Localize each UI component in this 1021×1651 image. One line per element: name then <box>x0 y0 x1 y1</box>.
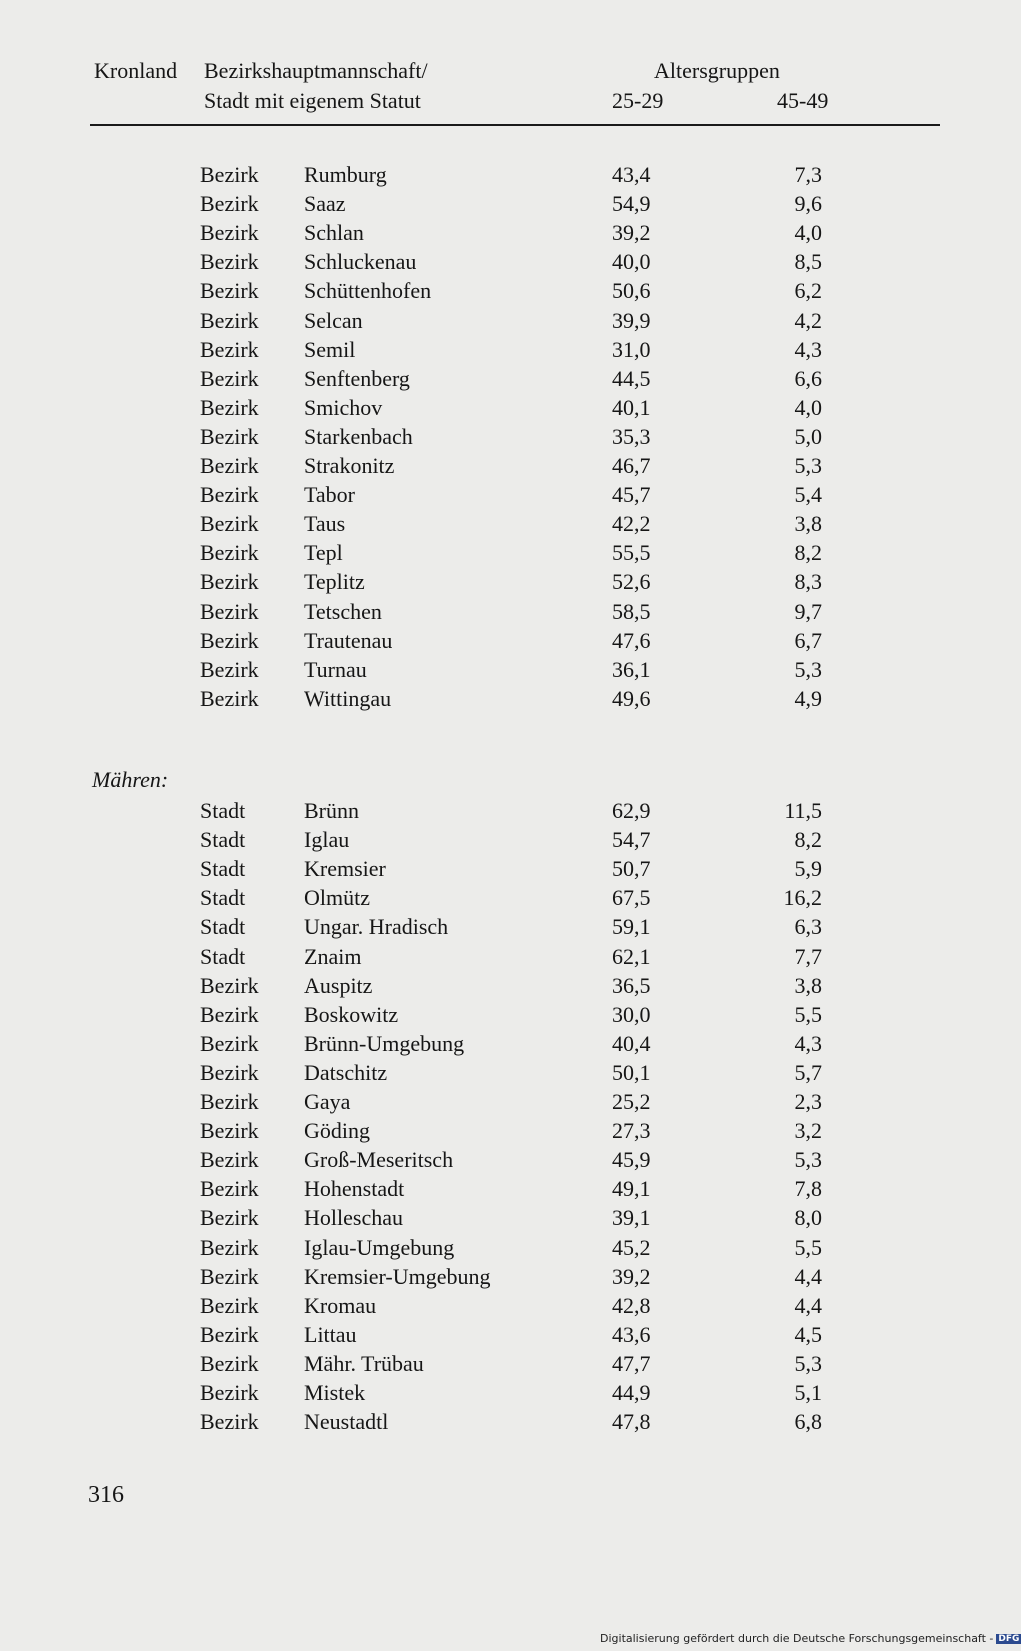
row-value-45-49: 5,5 <box>794 1234 822 1260</box>
table-row <box>0 1089 1000 1118</box>
row-type: Stadt <box>200 856 246 882</box>
table-row <box>0 366 1000 395</box>
row-value-45-49: 8,5 <box>794 249 822 275</box>
row-value-45-49: 5,3 <box>794 656 822 682</box>
row-district-name: Wittingau <box>304 685 392 711</box>
row-district-name: Göding <box>304 1118 370 1144</box>
row-type: Bezirk <box>200 1263 259 1289</box>
row-district-name: Schlan <box>304 220 364 246</box>
row-type: Bezirk <box>200 569 259 595</box>
table-row <box>0 395 1000 424</box>
row-value-25-29: 45,7 <box>612 482 651 508</box>
row-value-25-29: 50,7 <box>612 856 651 882</box>
row-type: Stadt <box>200 798 246 823</box>
row-type: Stadt <box>200 943 246 969</box>
row-value-25-29: 50,6 <box>612 278 651 304</box>
table-row <box>0 885 1000 914</box>
row-value-25-29: 52,6 <box>612 569 651 595</box>
column-header-bezirk-line2: Stadt mit eigenem Statut <box>204 88 421 113</box>
row-type: Bezirk <box>200 685 259 711</box>
table-row <box>0 482 1000 511</box>
column-header-kronland: Kronland <box>94 58 178 83</box>
row-value-25-29: 39,9 <box>612 307 651 333</box>
row-value-25-29: 58,5 <box>612 598 651 624</box>
table-row <box>0 1293 1000 1322</box>
row-value-45-49: 4,0 <box>794 220 822 246</box>
row-district-name: Brünn <box>304 798 359 823</box>
row-value-25-29: 39,1 <box>612 1205 651 1231</box>
row-district-name: Saaz <box>304 191 346 217</box>
row-value-25-29: 50,1 <box>612 1059 651 1085</box>
row-value-45-49: 9,6 <box>794 191 822 217</box>
row-type: Bezirk <box>200 1118 259 1144</box>
row-value-25-29: 44,5 <box>612 365 651 391</box>
row-type: Bezirk <box>200 1380 259 1405</box>
table-row <box>0 686 1000 715</box>
row-district-name: Datschitz <box>304 1059 388 1085</box>
row-type: Bezirk <box>200 453 259 478</box>
row-district-name: Hohenstadt <box>304 1176 405 1202</box>
row-type: Bezirk <box>200 249 259 275</box>
row-value-45-49: 5,3 <box>794 1147 822 1173</box>
row-district-name: Turnau <box>304 656 367 682</box>
row-type: Bezirk <box>200 1205 259 1231</box>
row-district-name: Tetschen <box>304 598 382 624</box>
row-district-name: Smichov <box>304 394 383 420</box>
row-district-name: Kromau <box>304 1292 377 1318</box>
row-value-45-49: 6,7 <box>794 627 822 653</box>
table-row <box>0 1060 1000 1089</box>
row-value-45-49: 4,9 <box>794 685 822 711</box>
row-district-name: Boskowitz <box>304 1001 399 1027</box>
table-row <box>0 1147 1000 1176</box>
row-value-45-49: 4,2 <box>794 307 822 333</box>
row-type: Bezirk <box>200 423 259 449</box>
row-value-45-49: 6,6 <box>794 365 822 391</box>
section-label-maehren: Mähren: <box>92 767 169 792</box>
row-value-25-29: 30,0 <box>612 1001 651 1027</box>
row-value-25-29: 40,1 <box>612 394 651 420</box>
row-value-25-29: 55,5 <box>612 540 651 566</box>
row-district-name: Groß-Meseritsch <box>304 1147 454 1173</box>
table-row <box>0 1351 1000 1380</box>
row-type: Bezirk <box>200 656 259 682</box>
table-row <box>0 220 1000 249</box>
table-row <box>0 856 1000 885</box>
row-type: Bezirk <box>200 1409 259 1435</box>
row-district-name: Kremsier-Umgebung <box>304 1263 491 1289</box>
row-value-25-29: 44,9 <box>612 1380 651 1405</box>
table-row <box>0 1118 1000 1147</box>
table-row <box>0 1322 1000 1351</box>
column-header-age-25-29: 25-29 <box>612 88 664 113</box>
table-row <box>0 1176 1000 1205</box>
row-value-25-29: 36,5 <box>612 972 651 998</box>
row-type: Bezirk <box>200 191 259 217</box>
row-value-45-49: 5,0 <box>794 423 822 449</box>
row-type: Bezirk <box>200 1176 259 1202</box>
row-value-25-29: 25,2 <box>612 1089 651 1114</box>
table-row <box>0 599 1000 628</box>
row-value-25-29: 54,7 <box>612 827 651 853</box>
row-type: Bezirk <box>200 307 259 333</box>
row-district-name: Mähr. Trübau <box>304 1350 424 1376</box>
row-district-name: Olmütz <box>304 885 370 911</box>
row-value-45-49: 5,3 <box>794 1350 822 1376</box>
row-value-45-49: 8,0 <box>794 1205 822 1231</box>
row-district-name: Neustadtl <box>304 1409 389 1435</box>
row-district-name: Iglau-Umgebung <box>304 1234 455 1260</box>
page-number: 316 <box>88 1482 124 1508</box>
row-district-name: Senftenberg <box>304 365 410 391</box>
row-district-name: Tabor <box>304 482 355 508</box>
row-type: Stadt <box>200 885 246 911</box>
row-value-25-29: 40,4 <box>612 1030 651 1056</box>
row-district-name: Tepl <box>304 540 343 566</box>
row-type: Bezirk <box>200 1030 259 1056</box>
row-value-25-29: 49,1 <box>612 1176 651 1202</box>
row-value-45-49: 6,2 <box>794 278 822 304</box>
table-row <box>0 1380 1000 1409</box>
row-district-name: Holleschau <box>304 1205 403 1231</box>
table-row <box>0 424 1000 453</box>
row-district-name: Gaya <box>304 1089 351 1114</box>
row-value-25-29: 67,5 <box>612 885 651 911</box>
table-row <box>0 973 1000 1002</box>
row-value-45-49: 5,1 <box>794 1380 822 1405</box>
row-value-25-29: 40,0 <box>612 249 651 275</box>
row-district-name: Mistek <box>304 1380 366 1405</box>
row-district-name: Brünn-Umgebung <box>304 1030 465 1056</box>
row-type: Bezirk <box>200 482 259 508</box>
row-value-25-29: 42,8 <box>612 1292 651 1318</box>
dfg-logo: DFG <box>998 1634 1020 1644</box>
table-row <box>0 162 1000 191</box>
table-row <box>0 798 1000 827</box>
table-row <box>0 914 1000 943</box>
row-district-name: Kremsier <box>304 856 386 882</box>
table-row <box>0 1205 1000 1234</box>
table-row <box>0 1409 1000 1438</box>
table-row <box>0 944 1000 973</box>
column-header-altersgruppen: Altersgruppen <box>654 58 780 83</box>
row-value-25-29: 45,2 <box>612 1234 651 1260</box>
row-type: Bezirk <box>200 394 259 420</box>
row-value-25-29: 62,1 <box>612 943 651 969</box>
row-value-45-49: 3,8 <box>794 972 822 998</box>
table-row <box>0 540 1000 569</box>
row-district-name: Strakonitz <box>304 453 395 478</box>
table-row <box>0 657 1000 686</box>
footer-text: Digitalisierung gefördert durch die Deutsche Forschungsgemeinschaft - <box>600 1632 994 1645</box>
table-row <box>0 827 1000 856</box>
row-value-45-49: 7,8 <box>794 1176 822 1202</box>
row-value-45-49: 6,8 <box>794 1409 822 1435</box>
row-value-45-49: 5,5 <box>794 1001 822 1027</box>
row-value-25-29: 59,1 <box>612 914 651 940</box>
row-value-45-49: 11,5 <box>784 798 822 823</box>
row-type: Bezirk <box>200 1350 259 1376</box>
row-type: Bezirk <box>200 598 259 624</box>
row-type: Bezirk <box>200 365 259 391</box>
row-district-name: Schüttenhofen <box>304 278 432 304</box>
row-district-name: Selcan <box>304 307 363 333</box>
table-row <box>0 337 1000 366</box>
row-type: Bezirk <box>200 162 259 187</box>
row-type: Bezirk <box>200 1147 259 1173</box>
row-value-45-49: 3,2 <box>794 1118 822 1144</box>
row-value-25-29: 45,9 <box>612 1147 651 1173</box>
row-district-name: Taus <box>304 511 346 537</box>
row-value-45-49: 6,3 <box>794 914 822 940</box>
row-type: Bezirk <box>200 972 259 998</box>
row-value-45-49: 5,4 <box>794 482 822 508</box>
row-type: Bezirk <box>200 511 259 537</box>
row-value-45-49: 3,8 <box>794 511 822 537</box>
row-district-name: Teplitz <box>304 569 365 595</box>
row-value-45-49: 8,2 <box>794 827 822 853</box>
column-header-bezirk-line1: Bezirkshauptmannschaft/ <box>204 58 428 83</box>
row-value-45-49: 4,3 <box>794 336 822 362</box>
table-row <box>0 249 1000 278</box>
row-value-25-29: 43,4 <box>612 162 651 187</box>
row-district-name: Auspitz <box>304 972 373 998</box>
row-value-45-49: 2,3 <box>794 1089 822 1114</box>
table-row <box>0 628 1000 657</box>
table-row <box>0 191 1000 220</box>
row-type: Stadt <box>200 914 246 940</box>
table-row <box>0 511 1000 540</box>
row-value-45-49: 8,3 <box>794 569 822 595</box>
table-row <box>0 1002 1000 1031</box>
row-district-name: Rumburg <box>304 162 387 187</box>
row-type: Bezirk <box>200 627 259 653</box>
row-type: Bezirk <box>200 1234 259 1260</box>
row-value-25-29: 35,3 <box>612 423 651 449</box>
row-value-25-29: 62,9 <box>612 798 651 823</box>
row-district-name: Ungar. Hradisch <box>304 914 449 940</box>
row-value-45-49: 4,5 <box>794 1321 822 1347</box>
row-value-25-29: 46,7 <box>612 453 651 478</box>
row-value-45-49: 7,7 <box>794 943 822 969</box>
row-value-25-29: 31,0 <box>612 336 651 362</box>
row-value-45-49: 4,4 <box>794 1292 822 1318</box>
row-value-25-29: 27,3 <box>612 1118 651 1144</box>
row-type: Bezirk <box>200 1321 259 1347</box>
row-district-name: Iglau <box>304 827 350 853</box>
row-value-25-29: 43,6 <box>612 1321 651 1347</box>
table-row <box>0 1235 1000 1264</box>
row-district-name: Trautenau <box>304 627 393 653</box>
table-row <box>0 1264 1000 1293</box>
row-type: Bezirk <box>200 1292 259 1318</box>
row-value-45-49: 4,0 <box>794 394 822 420</box>
row-value-45-49: 7,3 <box>794 162 822 187</box>
row-type: Stadt <box>200 827 246 853</box>
row-type: Bezirk <box>200 540 259 566</box>
row-value-45-49: 4,4 <box>794 1263 822 1289</box>
row-value-45-49: 9,7 <box>794 598 822 624</box>
row-value-25-29: 36,1 <box>612 656 651 682</box>
row-district-name: Starkenbach <box>304 423 413 449</box>
table-row <box>0 1031 1000 1060</box>
digitization-footer <box>600 1632 1021 1645</box>
row-type: Bezirk <box>200 278 259 304</box>
row-value-25-29: 49,6 <box>612 685 651 711</box>
column-header-age-45-49: 45-49 <box>777 88 829 113</box>
row-value-45-49: 4,3 <box>794 1030 822 1056</box>
row-value-25-29: 47,8 <box>612 1409 651 1435</box>
row-type: Bezirk <box>200 1001 259 1027</box>
row-value-45-49: 5,7 <box>794 1059 822 1085</box>
row-value-45-49: 8,2 <box>794 540 822 566</box>
row-district-name: Semil <box>304 336 356 362</box>
row-value-25-29: 54,9 <box>612 191 651 217</box>
row-type: Bezirk <box>200 336 259 362</box>
row-type: Bezirk <box>200 220 259 246</box>
row-value-25-29: 39,2 <box>612 1263 651 1289</box>
table-row <box>0 308 1000 337</box>
table-row <box>0 453 1000 482</box>
row-district-name: Schluckenau <box>304 249 417 275</box>
row-district-name: Littau <box>304 1321 357 1347</box>
row-value-45-49: 5,9 <box>794 856 822 882</box>
row-type: Bezirk <box>200 1089 259 1114</box>
row-value-25-29: 39,2 <box>612 220 651 246</box>
row-value-45-49: 16,2 <box>783 885 822 911</box>
row-value-25-29: 42,2 <box>612 511 651 537</box>
row-value-45-49: 5,3 <box>794 453 822 478</box>
row-district-name: Znaim <box>304 943 362 969</box>
row-value-25-29: 47,7 <box>612 1350 651 1376</box>
row-type: Bezirk <box>200 1059 259 1085</box>
table-row <box>0 278 1000 307</box>
row-value-25-29: 47,6 <box>612 627 651 653</box>
table-row <box>0 569 1000 598</box>
